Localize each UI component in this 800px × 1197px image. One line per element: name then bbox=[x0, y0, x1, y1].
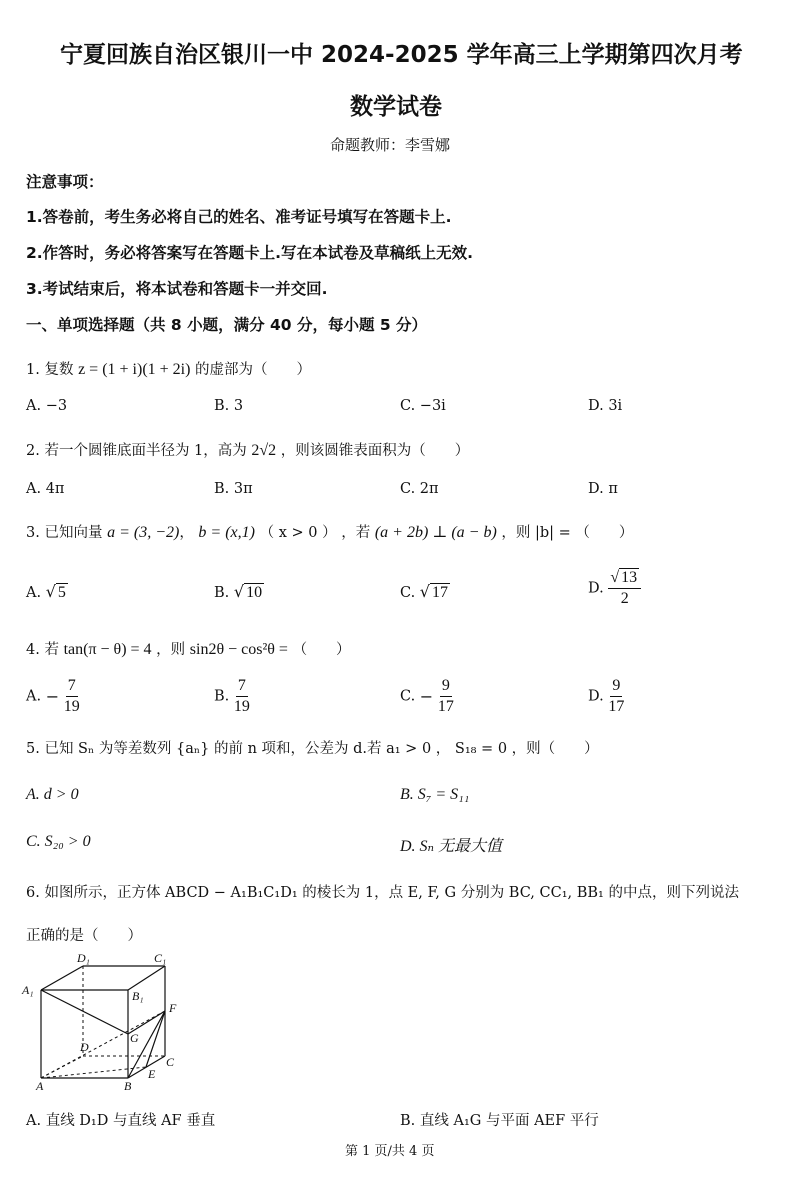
label-e: E bbox=[148, 1067, 156, 1081]
question-4 bbox=[26, 638, 351, 659]
exam-title: 宁夏回族自治区银川一中 2024-2025 学年高三上学期第四次月考 bbox=[60, 42, 743, 68]
q3-option-b-value: 10 bbox=[246, 584, 263, 601]
label-g: G bbox=[130, 1031, 139, 1045]
q3-option-d-label: D. bbox=[588, 580, 604, 597]
segment-a1g bbox=[41, 990, 128, 1034]
question-5: 5. 已知 Sₙ 为等差数列 {aₙ} 的前 n 项和，公差为 d.若 a₁ > 0 ， S₁₈ = 0 ，则（ ） bbox=[26, 741, 599, 757]
note-item-1: 1.答卷前，考生务必将自己的姓名、准考证号填写在答题卡上. bbox=[26, 208, 452, 226]
q4-option-c-sign: − bbox=[419, 687, 434, 706]
q4-option-c-den: 17 bbox=[437, 698, 454, 715]
q4-option-a-den: 19 bbox=[63, 698, 80, 715]
q3-option-a-value: 5 bbox=[57, 584, 66, 601]
q3-option-d-num: 13 bbox=[621, 569, 638, 586]
label-f: F bbox=[169, 1001, 177, 1015]
q3-option-d-den: 2 bbox=[620, 590, 629, 607]
q5-option-a: A. d > 0 bbox=[26, 786, 79, 803]
q4-given: tan(π − θ) = 4 bbox=[63, 641, 152, 658]
label-d1: D₁ bbox=[77, 951, 90, 965]
q4-option-d-den: 17 bbox=[608, 698, 625, 715]
q4-option-a-num: 7 bbox=[66, 676, 78, 697]
q1-option-c: C. −3i bbox=[400, 398, 446, 414]
q1-option-d: D. 3i bbox=[588, 398, 623, 414]
q4-option-b-den: 19 bbox=[233, 698, 250, 715]
q5-option-c: C. S₂₀ > 0 bbox=[26, 833, 91, 850]
q4-suffix: （ ） bbox=[292, 642, 351, 658]
q3-option-a: A. √ 5 bbox=[26, 582, 66, 601]
q4-option-d-label: D. bbox=[588, 688, 604, 705]
note-item-2: 2.作答时，务必将答案写在答题卡上.写在本试卷及草稿纸上无效. bbox=[26, 244, 473, 262]
label-a: A bbox=[36, 1079, 44, 1093]
label-b1: B₁ bbox=[132, 989, 144, 1003]
q4-option-b-label: B. bbox=[214, 688, 230, 705]
q3-perp: (a + 2b) ⊥ (a − b) bbox=[374, 524, 497, 541]
q3-option-d-fraction: $\frac{√ 13}{2}$ bbox=[608, 568, 641, 609]
q5-option-b: B. S₇ = S₁₁ bbox=[400, 786, 470, 803]
section-heading: 一、单项选择题（共 8 小题，满分 40 分，每小题 5 分） bbox=[26, 316, 428, 334]
q2-prefix: 2. 若一个圆锥底面半径为 1，高为 bbox=[26, 443, 247, 459]
q4-option-c-num: 9 bbox=[440, 676, 452, 697]
q3-mid: ，若 bbox=[341, 525, 371, 541]
cube-figure bbox=[20, 950, 210, 1095]
q4-option-c bbox=[400, 676, 454, 717]
q4-option-c-label: C. bbox=[400, 688, 416, 705]
q4-option-a-label: A. bbox=[26, 688, 42, 705]
label-a1: A₁ bbox=[22, 983, 34, 997]
q4-prefix: 4. 若 bbox=[26, 642, 59, 658]
edge-a1d1 bbox=[41, 966, 83, 990]
q2-formula: 2√2 bbox=[251, 442, 277, 459]
q6-option-b: B. 直线 A₁G 与平面 AEF 平行 bbox=[400, 1113, 599, 1129]
page-footer: 第 1 页/共 4 页 bbox=[345, 1144, 435, 1159]
exam-author: 命题教师：李雪娜 bbox=[330, 136, 451, 154]
q4-option-b-num: 7 bbox=[236, 676, 248, 697]
q3-option-c-label: C. bbox=[400, 585, 416, 601]
q3-option-b-label: B. bbox=[214, 585, 230, 601]
q4-option-a-fraction bbox=[64, 676, 80, 717]
q1-option-a: A. −3 bbox=[26, 398, 68, 414]
q3-prefix: 3. 已知向量 bbox=[26, 525, 103, 541]
q2-option-a: A. 4π bbox=[26, 481, 65, 497]
q4-option-d bbox=[588, 676, 624, 717]
question-6-line-2: 正确的是（ ） bbox=[26, 928, 142, 944]
q2-option-c: C. 2π bbox=[400, 481, 439, 497]
exam-subtitle: 数学试卷 bbox=[350, 94, 442, 120]
q3-vector-b: b = (x,1) bbox=[198, 524, 255, 541]
q3-ask: ，则 |b| = （ ） bbox=[501, 525, 634, 541]
question-6-line-1: 6. 如图所示，正方体 ABCD − A₁B₁C₁D₁ 的棱长为 1，点 E, F, G 分别为 BC, CC₁, BB₁ 的中点，则下列说法 bbox=[26, 885, 739, 901]
q4-expression: sin2θ − cos²θ = bbox=[189, 641, 288, 658]
q3-option-c-value: 17 bbox=[432, 584, 448, 601]
q4-option-d-num: 9 bbox=[610, 676, 622, 697]
question-1 bbox=[26, 358, 311, 379]
label-c: C bbox=[166, 1055, 175, 1069]
q4-option-c-fraction bbox=[438, 676, 454, 717]
label-b: B bbox=[124, 1079, 132, 1093]
q3-condition: （ x > 0 ） bbox=[259, 525, 337, 541]
q1-option-b: B. 3 bbox=[214, 398, 244, 414]
q1-prefix: 1. 复数 bbox=[26, 362, 74, 378]
q5-option-d: D. Sₙ 无最大值 bbox=[400, 838, 503, 855]
q4-option-b bbox=[214, 676, 250, 717]
q3-option-a-label: A. bbox=[26, 585, 42, 601]
q6-option-a: A. 直线 D₁D 与直线 AF 垂直 bbox=[26, 1113, 216, 1129]
question-2 bbox=[26, 439, 469, 460]
q1-formula: z = (1 + i)(1 + 2i) bbox=[78, 361, 191, 378]
q3-option-c: C. √ 17 bbox=[400, 582, 448, 601]
question-3: 3. 已知向量 a = (3, −2)， b = (x,1) （ x > 0 ） ，若 (a + 2b) ⊥ (a − b) ，则 |b| = （ ） bbox=[26, 524, 634, 541]
q3-option-d bbox=[588, 568, 641, 609]
edge-b1c1 bbox=[128, 966, 165, 990]
q3-option-b: B. √ 10 bbox=[214, 582, 263, 601]
q4-option-d-fraction bbox=[608, 676, 624, 717]
q2-option-d: D. π bbox=[588, 481, 618, 497]
q4-mid: ，则 bbox=[156, 642, 186, 658]
q4-option-a-sign: − bbox=[45, 687, 60, 706]
label-c1: C₁ bbox=[154, 951, 167, 965]
q4-option-a bbox=[26, 676, 80, 717]
label-d: D bbox=[80, 1040, 89, 1054]
q1-suffix: 的虚部为（ ） bbox=[195, 362, 312, 378]
q2-option-b: B. 3π bbox=[214, 481, 253, 497]
note-item-3: 3.考试结束后，将本试卷和答题卡一并交回. bbox=[26, 280, 328, 298]
q2-suffix: ，则该圆锥表面积为（ ） bbox=[280, 443, 470, 459]
q3-vector-a: a = (3, −2) bbox=[107, 524, 180, 541]
notes-heading: 注意事项： bbox=[26, 173, 104, 191]
q4-option-b-fraction bbox=[234, 676, 250, 717]
